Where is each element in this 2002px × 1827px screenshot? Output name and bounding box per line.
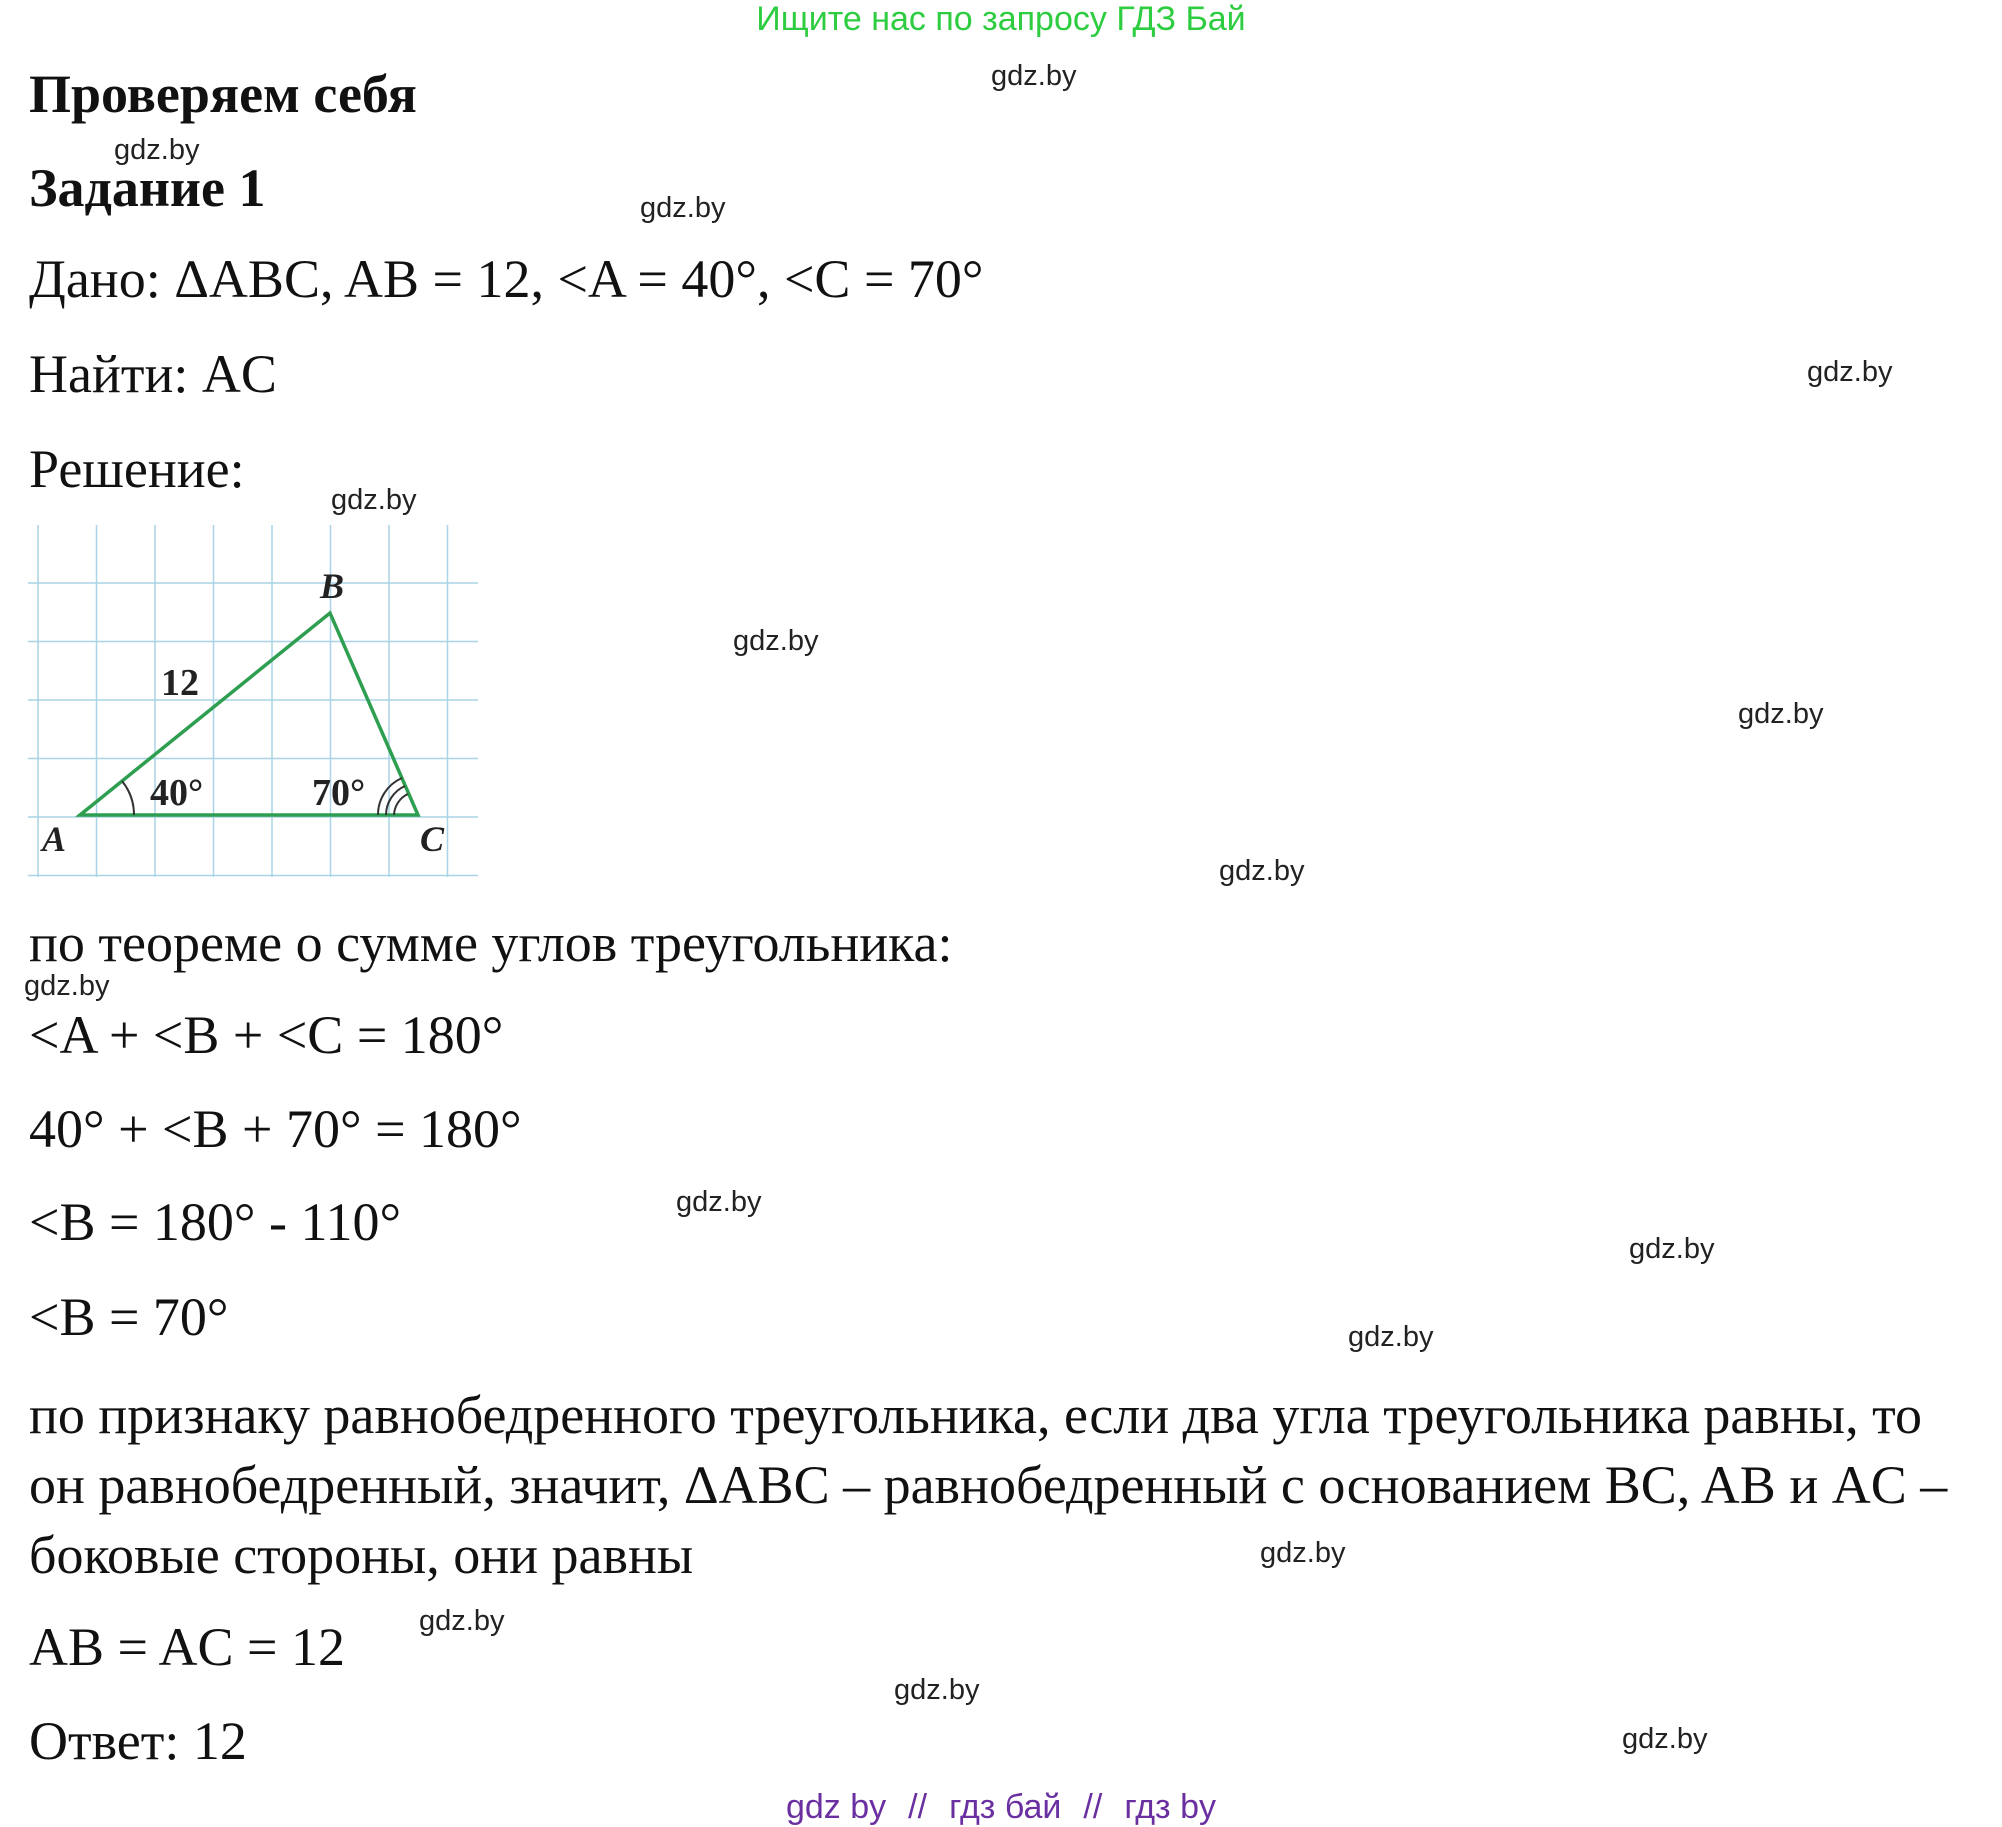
watermark: gdz.by (1219, 855, 1305, 887)
theorem-note: по теореме о сумме углов треугольника: (29, 913, 953, 973)
watermark: gdz.by (331, 484, 417, 516)
given-line: Дано: ΔABC, AB = 12, <A = 40°, <C = 70° (29, 249, 984, 309)
watermark: gdz.by (1629, 1233, 1715, 1265)
equation-4: <B = 70° (29, 1287, 229, 1347)
watermark: gdz.by (1260, 1537, 1346, 1569)
side-ab-label: 12 (161, 662, 199, 704)
vertex-a-label: A (42, 819, 67, 859)
equation-2: 40° + <B + 70° = 180° (29, 1099, 522, 1159)
answer-line: Ответ: 12 (29, 1711, 247, 1771)
footer-separator: // (908, 1788, 928, 1826)
triangle-shape (80, 613, 418, 815)
find-line: Найти: AC (29, 344, 277, 404)
watermark: gdz.by (419, 1605, 505, 1637)
search-banner[interactable]: Ищите нас по запросу ГДЗ Бай (756, 0, 1246, 38)
equation-5: AB = AC = 12 (29, 1617, 345, 1677)
watermark: gdz.by (1622, 1723, 1708, 1755)
triangle-figure (28, 525, 478, 877)
grid-lines (28, 525, 478, 877)
watermark: gdz.by (1807, 356, 1893, 388)
watermark: gdz.by (640, 192, 726, 224)
watermark: gdz.by (1738, 698, 1824, 730)
watermark: gdz.by (733, 625, 819, 657)
footer-separator: // (1083, 1788, 1103, 1826)
angle-a-arc (122, 781, 134, 815)
section-title: Проверяем себя (29, 64, 417, 124)
watermark: gdz.by (24, 970, 110, 1002)
equation-3: <B = 180° - 110° (29, 1192, 402, 1252)
footer-link-gdz-bai[interactable]: гдз бай (949, 1788, 1062, 1826)
solution-label: Решение: (29, 439, 245, 499)
watermark: gdz.by (1348, 1321, 1434, 1353)
isosceles-note: по признаку равнобедренного треугольника, если два угла треугольника равны, то он равнобедренный, значит, ΔABC – равнобедренный с основанием BC, AB и AC – боковые стороны, они равны (29, 1385, 1948, 1585)
watermark: gdz.by (894, 1674, 980, 1706)
equation-1: <A + <B + <C = 180° (29, 1005, 504, 1065)
angle-a-label: 40° (150, 772, 204, 814)
footer-link-gdz-by[interactable]: gdz by (785, 1788, 887, 1826)
vertex-b-label: B (320, 566, 345, 606)
task-title: Задание 1 (29, 158, 266, 218)
footer-link-gdz-by-ru[interactable]: гдз by (1124, 1788, 1216, 1826)
footer-links (0, 1788, 2002, 1826)
watermark: gdz.by (114, 134, 200, 166)
angle-c-arc-3 (394, 794, 408, 815)
angle-c-arc-1 (378, 778, 402, 815)
watermark: gdz.by (991, 60, 1077, 92)
vertex-c-label: C (420, 819, 445, 859)
watermark: gdz.by (676, 1186, 762, 1218)
angle-c-label: 70° (312, 772, 366, 814)
triangle-diagram (28, 525, 478, 877)
